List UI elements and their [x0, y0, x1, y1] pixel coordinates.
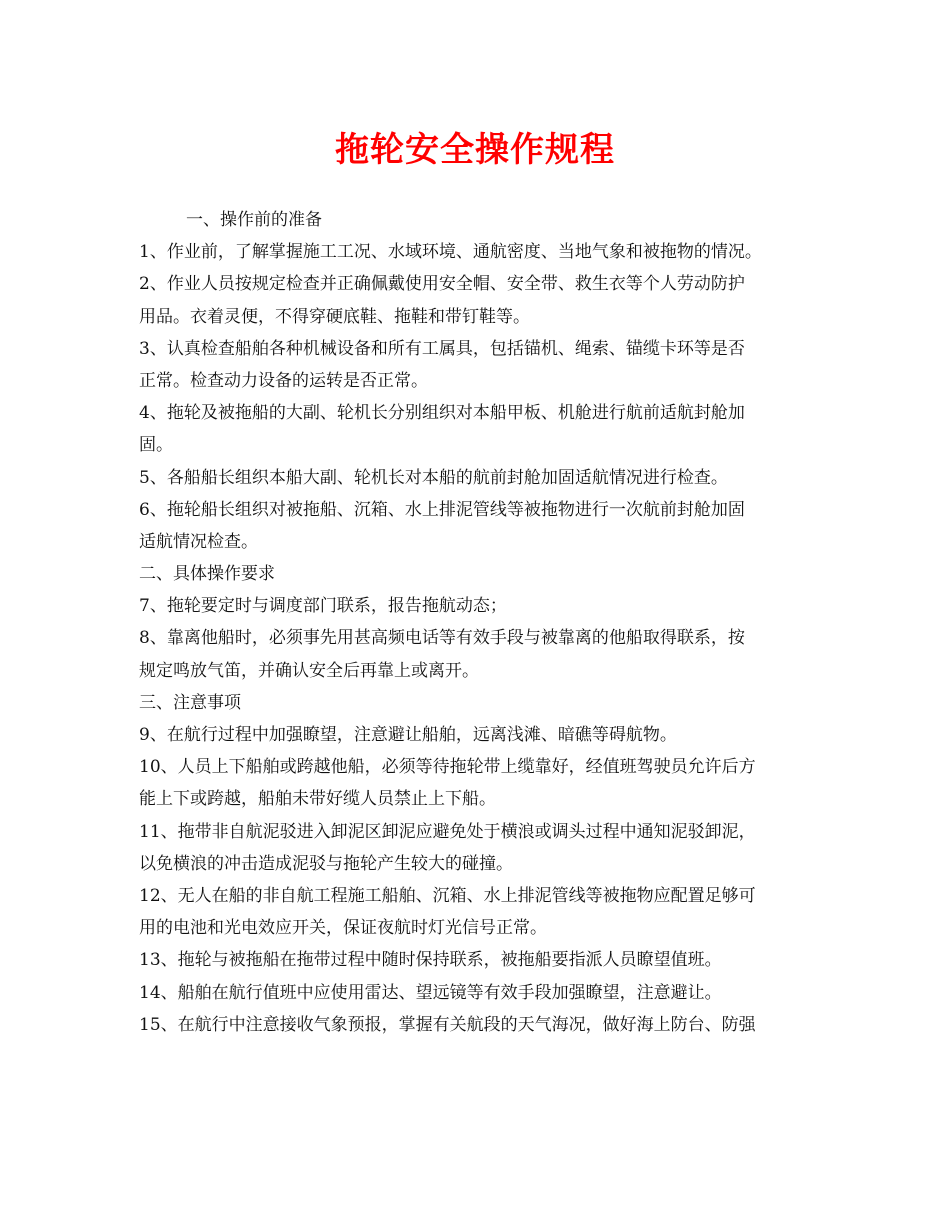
paragraph-line: 4、拖轮及被拖船的大副、轮机长分别组织对本船甲板、机舱进行航前适航封舱加	[139, 403, 745, 424]
paragraph-line: 用的电池和光电效应开关，保证夜航时灯光信号正常。	[139, 918, 547, 939]
paragraph-line: 正常。检查动力设备的运转是否正常。	[139, 370, 428, 391]
paragraph-line: 7、拖轮要定时与调度部门联系，报告拖航动态；	[139, 596, 507, 617]
paragraph-line: 15、在航行中注意接收气象预报，掌握有关航段的天气海况，做好海上防台、防强	[139, 1014, 756, 1035]
paragraph-line: 能上下或跨越，船舶未带好缆人员禁止上下船。	[139, 789, 496, 810]
paragraph-line: 2、作业人员按规定检查并正确佩戴使用安全帽、安全带、救生衣等个人劳动防护	[139, 274, 745, 295]
section-heading: 三、注意事项	[139, 692, 241, 713]
section-heading: 二、具体操作要求	[139, 564, 275, 585]
paragraph-line: 6、拖轮船长组织对被拖船、沉箱、水上排泥管线等被拖物进行一次航前封舱加固	[139, 499, 745, 520]
paragraph-line: 9、在航行过程中加强瞭望，注意避让船舶，远离浅滩、暗礁等碍航物。	[139, 725, 677, 745]
section-heading: 一、操作前的准备	[186, 210, 322, 230]
paragraph-line: 固。	[139, 435, 173, 456]
document-body	[139, 204, 814, 1041]
paragraph-line: 以免横浪的冲击造成泥驳与拖轮产生较大的碰撞。	[139, 853, 513, 874]
document-title: 拖轮安全操作规程	[335, 130, 615, 170]
paragraph-line: 1、作业前，了解掌握施工工况、水域环境、通航密度、当地气象和被拖物的情况。	[139, 242, 762, 263]
paragraph-line: 12、无人在船的非自航工程施工船舶、沉箱、水上排泥管线等被拖物应配置足够可	[139, 885, 756, 906]
paragraph-line: 10、人员上下船舶或跨越他船，必须等待拖轮带上缆靠好，经值班驾驶员允许后方	[139, 757, 756, 778]
paragraph-line: 13、拖轮与被拖船在拖带过程中随时保持联系，被拖船要指派人员瞭望值班。	[139, 950, 722, 971]
paragraph-line: 规定鸣放气笛，并确认安全后再靠上或离开。	[139, 660, 479, 681]
paragraph-line: 用品。衣着灵便，不得穿硬底鞋、拖鞋和带钉鞋等。	[139, 306, 530, 327]
paragraph-line: 11、拖带非自航泥驳进入卸泥区卸泥应避免处于横浪或调头过程中通知泥驳卸泥，	[139, 821, 756, 842]
paragraph-line: 5、各船船长组织本船大副、轮机长对本船的航前封舱加固适航情况进行检查。	[139, 467, 728, 488]
paragraph-line: 14、船舶在航行值班中应使用雷达、望远镜等有效手段加强瞭望，注意避让。	[139, 982, 722, 1003]
paragraph-line: 3、认真检查船舶各种机械设备和所有工属具，包括锚机、绳索、锚缆卡环等是否	[139, 338, 745, 359]
paragraph-line: 8、靠离他船时，必须事先用甚高频电话等有效手段与被靠离的他船取得联系，按	[139, 628, 745, 649]
paragraph-line: 适航情况检查。	[139, 531, 258, 552]
